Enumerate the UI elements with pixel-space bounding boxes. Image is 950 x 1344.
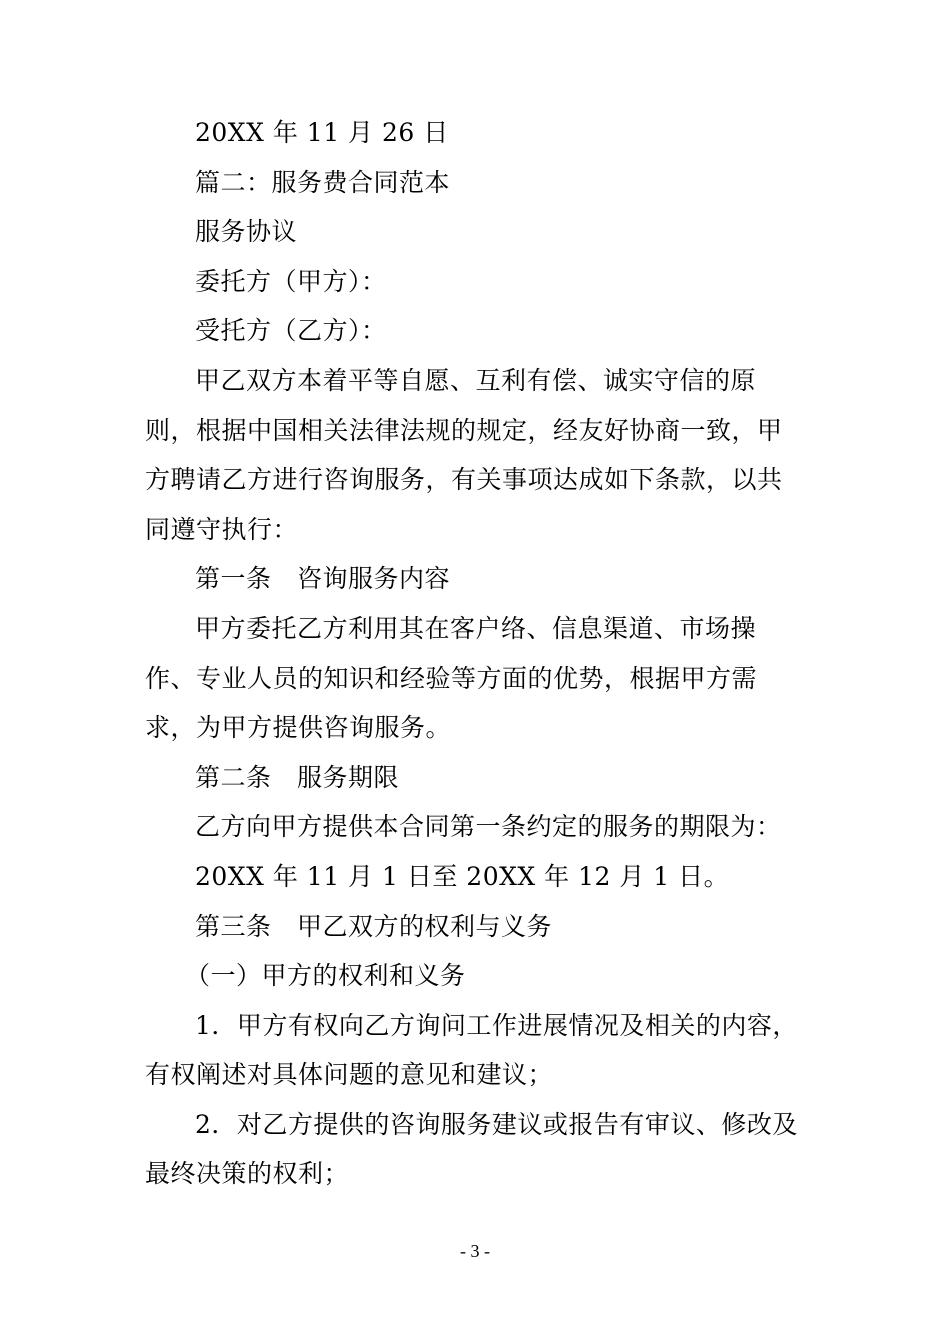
contract-date: 20XX 年 11 月 26 日 [195,118,449,147]
article-2-heading: 第二条 服务期限 [195,762,400,792]
article-3-item-1: 1．甲方有权向乙方询问工作进展情况及相关的内容，有权阐述对具体问题的意见和建议； [145,1010,798,1090]
preamble-paragraph: 甲乙双方本着平等自愿、互利有偿、诚实守信的原则，根据中国相关法律法规的规定，经友好协商一致，甲方聘请乙方进行咨询服务，有关事项达成如下条款，以共同遵守执行： [145,365,783,544]
document-body [145,108,805,1199]
party-b-line: 受托方（乙方）： [195,316,387,346]
article-3-subheading: （一）甲方的权利和义务 [185,961,466,991]
article-2-period: 20XX 年 11 月 1 日至 20XX 年 12 月 1 日。 [195,861,730,891]
party-a-line: 委托方（甲方）： [195,266,387,296]
article-1-heading: 第一条 咨询服务内容 [195,564,451,594]
article-3-heading: 第三条 甲乙双方的权利与义务 [195,911,553,941]
article-2-paragraph: 乙方向甲方提供本合同第一条约定的服务的期限为： [195,812,782,842]
article-3-item-2: 2．对乙方提供的咨询服务建议或报告有审议、修改及最终决策的权利； [145,1109,798,1189]
page-number: - 3 - [460,1241,490,1261]
article-1-paragraph: 甲方委托乙方利用其在客户络、信息渠道、市场操作、专业人员的知识和经验等方面的优势，根据甲方需求，为甲方提供咨询服务。 [145,613,758,743]
section-title: 篇二：服务费合同范本 [195,167,451,197]
agreement-title: 服务协议 [195,217,298,247]
